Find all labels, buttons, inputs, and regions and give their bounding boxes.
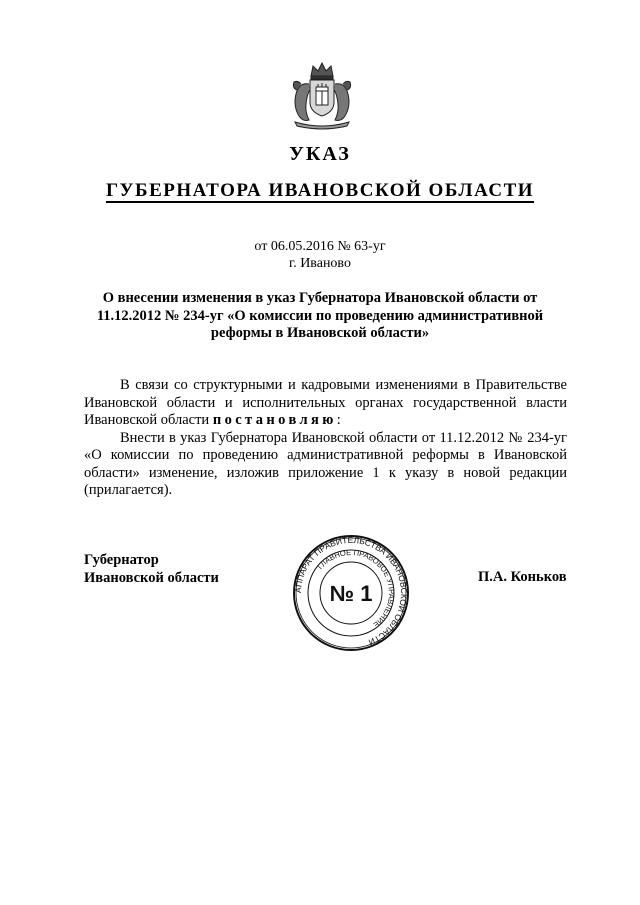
issuer-heading xyxy=(0,180,640,202)
decree-body xyxy=(84,377,567,500)
seal-outer-text: АППАРАТ ПРАВИТЕЛЬСТВА ИВАНОВСКОЙ ОБЛАСТИ xyxy=(292,534,410,648)
document-type-heading: УКАЗ xyxy=(289,143,351,165)
signatory-position xyxy=(84,552,219,587)
seal-inner-text: ГЛАВНОЕ ПРАВОВОЕ УПРАВЛЕНИЕ xyxy=(315,547,397,630)
resolution-word: постановляю xyxy=(212,412,337,428)
issuer-heading-text: ГУБЕРНАТОРА ИВАНОВСКОЙ ОБЛАСТИ xyxy=(105,180,535,201)
body-paragraph-1 xyxy=(84,377,567,430)
date-number-block xyxy=(0,238,640,272)
official-seal-stamp xyxy=(292,534,410,652)
decree-subject: О внесении изменения в указ Губернатора Ивановской области от 11.12.2012 № 234-уг «О комиссии по проведению административной реформы в Ивановской области» xyxy=(96,290,544,341)
body-paragraph-1-end: : xyxy=(336,412,341,428)
seal-number: № 1 xyxy=(329,581,373,606)
date-number: от 06.05.2016 № 63-уг xyxy=(254,239,386,254)
signatory-position-line2: Ивановской области xyxy=(84,569,219,586)
body-paragraph-1-text: В связи со структурными и кадровыми изменениями в Правительстве Ивановской области и исполнительных органах государственной власти Ивановской области xyxy=(84,377,567,428)
coat-of-arms-emblem xyxy=(289,60,355,130)
city: г. Иваново xyxy=(289,256,351,271)
signatory-position-line1: Губернатор xyxy=(84,552,159,568)
body-paragraph-2: Внести в указ Губернатора Ивановской области от 11.12.2012 № 234-уг «О комиссии по проведению административной реформы в Ивановской области» изменение, изложив приложение 1 к указу в новой редакции (прилагается). xyxy=(84,429,567,498)
signatory-name: П.А. Коньков xyxy=(478,569,567,585)
